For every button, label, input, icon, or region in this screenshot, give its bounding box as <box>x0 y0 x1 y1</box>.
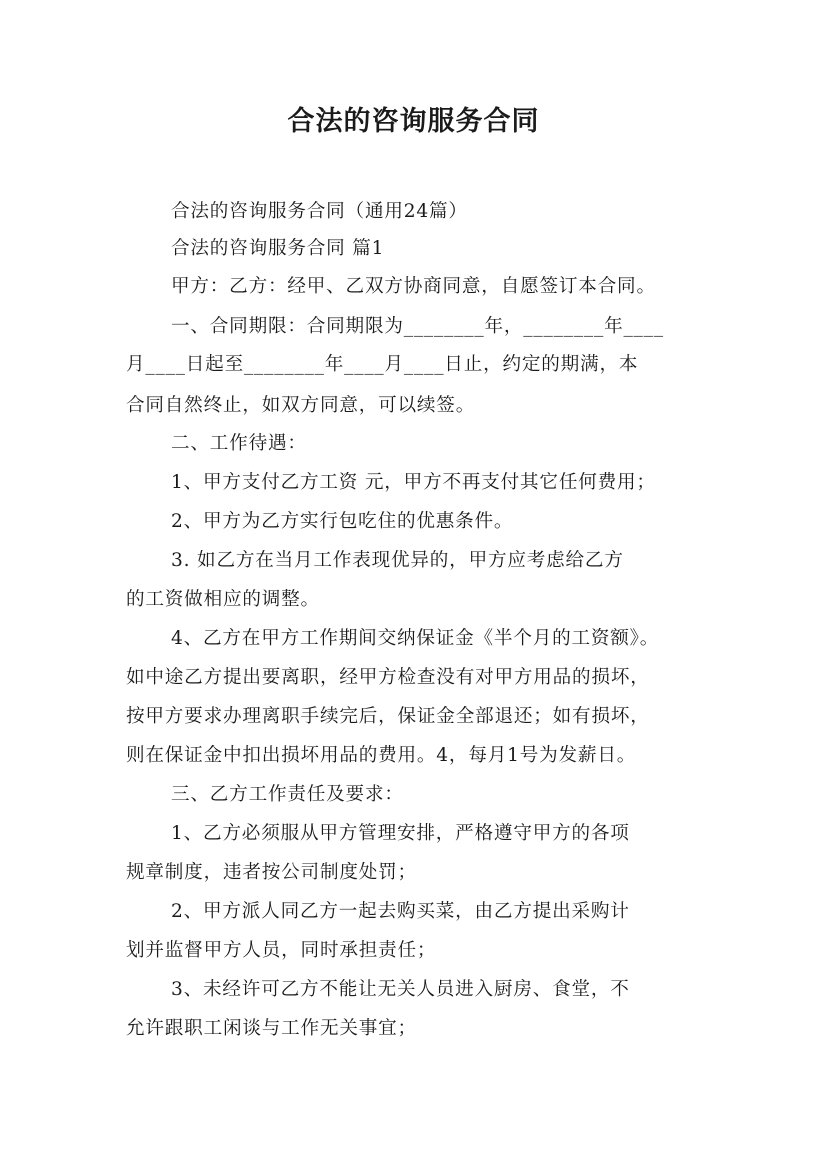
paragraph-line: 2、甲方派人同乙方一起去购买菜，由乙方提出采购计 <box>171 901 630 922</box>
paragraph-line: 如中途乙方提出要离职，经甲方检查没有对甲方用品的损坏， <box>126 667 650 688</box>
clause-heading-line: 二、工作待遇： <box>171 433 307 454</box>
paragraph-line: 一、合同期限：合同期限为________年，________年____ <box>171 316 664 337</box>
paragraph-line: 4、乙方在甲方工作期间交纳保证金《半个月的工资额》。 <box>171 628 660 649</box>
paragraph-line: 的工资做相应的调整。 <box>126 589 320 610</box>
paragraph-line: 则在保证金中扣出损坏用品的费用。4，每月1号为发薪日。 <box>126 745 637 766</box>
paragraph-line: 允许跟职工闲谈与工作无关事宜； <box>126 1018 417 1039</box>
document-title: 合法的咨询服务合同 <box>287 106 540 137</box>
subtitle-line: 合法的咨询服务合同（通用24篇） <box>171 201 468 222</box>
paragraph-line: 合同自然终止，如双方同意，可以续签。 <box>126 395 476 416</box>
paragraph-line: 规章制度，违者按公司制度处罚； <box>126 862 417 883</box>
paragraph-line: 甲方：乙方：经甲、乙双方协商同意，自愿签订本合同。 <box>171 276 656 297</box>
paragraph-line: 按甲方要求办理离职手续完后，保证金全部退还；如有损坏， <box>126 706 650 727</box>
paragraph-line: 1、乙方必须服从甲方管理安排，严格遵守甲方的各项 <box>171 823 630 844</box>
paragraph-line: 1、甲方支付乙方工资 元，甲方不再支付其它任何费用； <box>171 472 656 493</box>
section-heading-line: 合法的咨询服务合同 篇1 <box>171 238 385 259</box>
paragraph-line: 划并监督甲方人员，同时承担责任； <box>126 940 437 961</box>
clause-heading-line: 三、乙方工作责任及要求： <box>171 784 404 805</box>
paragraph-line: 3、未经许可乙方不能让无关人员进入厨房、食堂，不 <box>171 979 630 1000</box>
paragraph-line: 月____日起至________年____月____日止，约定的期满，本 <box>126 354 639 375</box>
paragraph-line: 2、甲方为乙方实行包吃住的优惠条件。 <box>171 511 514 532</box>
paragraph-line: 3. 如乙方在当月工作表现优异的，甲方应考虑给乙方 <box>171 550 624 571</box>
